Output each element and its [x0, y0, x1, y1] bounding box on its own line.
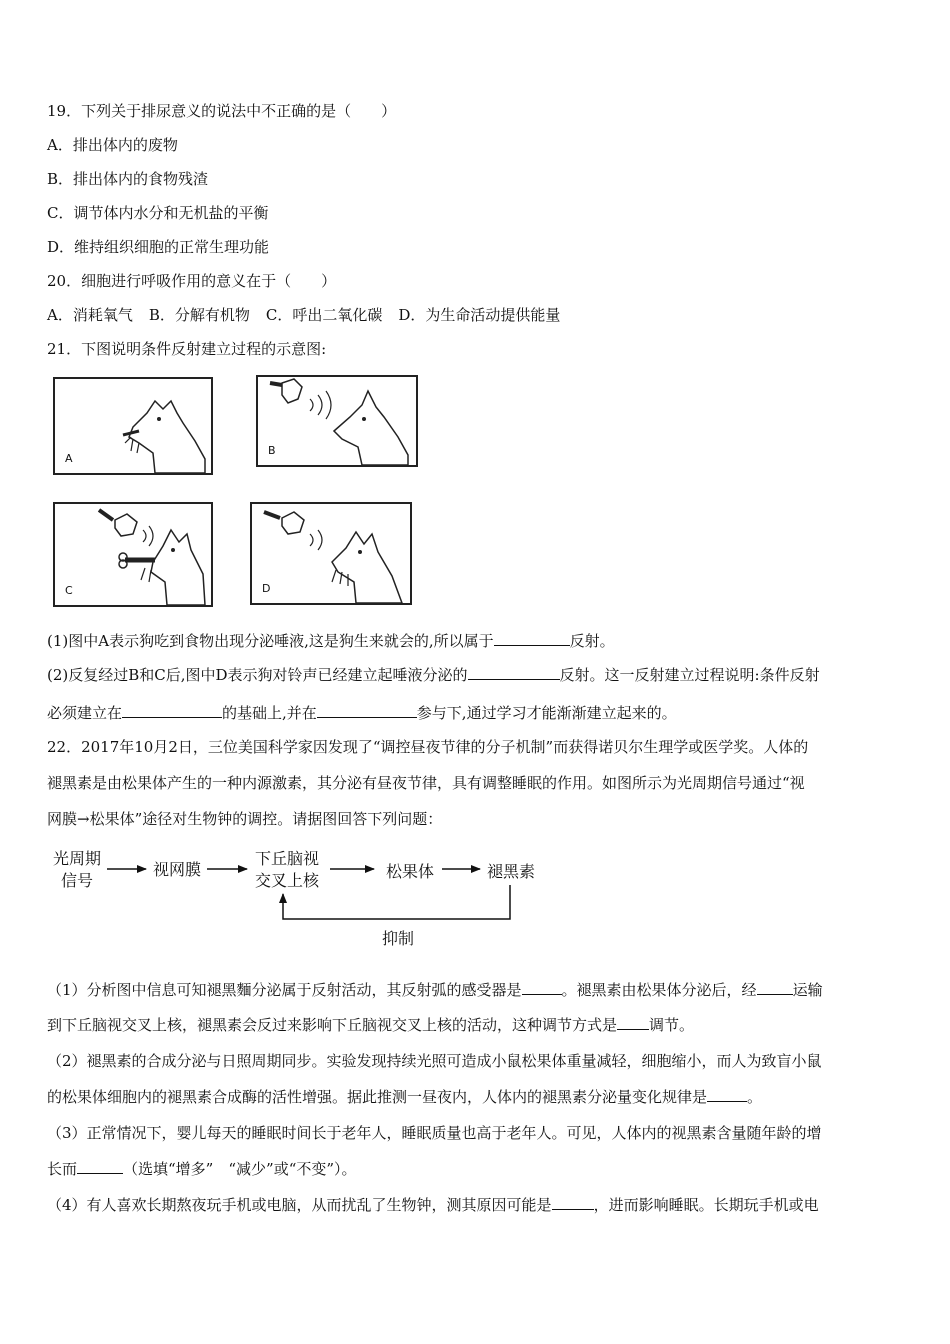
q20-option-b: B．分解有机物	[148, 306, 250, 324]
q19-option-d: D．维持组织细胞的正常生理功能	[47, 238, 270, 256]
dog-panel-d	[250, 502, 412, 605]
q21-part1-end: 反射。	[569, 632, 615, 650]
q20-options	[47, 305, 576, 325]
panel-d-label: D	[262, 582, 271, 595]
node-pineal: 松果体	[385, 862, 434, 881]
q21-part2-e: 参与下,通过学习才能渐渐建立起来的。	[416, 704, 677, 722]
q22-s1-line1	[47, 980, 823, 1000]
q22-s3-b: 长而	[47, 1160, 78, 1178]
q22-s4-b: ，进而影响睡眠。长期玩手机或电	[593, 1196, 819, 1214]
q21-part1-text: (1)图中A表示狗吃到食物出现分泌唾液,这是狗生来就会的,所以属于	[47, 632, 494, 650]
panel-b-label: B	[268, 444, 276, 457]
q21-blank-4[interactable]	[317, 703, 417, 718]
node-light-signal-line2: 信号	[60, 871, 93, 890]
dog-eating-illustration	[55, 379, 211, 473]
dog-panel-b	[256, 375, 418, 467]
q19-option-b: B．排出体内的食物残渣	[47, 170, 209, 188]
q20-stem: 20．细胞进行呼吸作用的意义在于（ ）	[47, 272, 337, 290]
q22-s1-text: （1）分析图中信息可知褪黑麵分泌属于反射活动，其反射弧的感受器是	[47, 981, 522, 999]
node-melatonin: 褪黑素	[486, 862, 535, 881]
q20-option-a: A．消耗氧气	[47, 306, 133, 324]
q21-part1	[47, 631, 615, 651]
q21-blank-2[interactable]	[468, 665, 560, 680]
q22-s1-mid: 。褪黑素由松果体分泌后，经	[561, 981, 757, 999]
dog-panel-c	[53, 502, 213, 607]
q22-blank-1[interactable]	[522, 980, 562, 995]
dog-bell-illustration	[258, 377, 416, 465]
q22-intro-line1: 22．2017年10月2日，三位美国科学家因发现了“调控昼夜节律的分子机制”而获得诺贝尔生理学或医学奖。人体的	[47, 738, 809, 756]
q21-blank-1[interactable]	[494, 631, 570, 646]
q22-s2-b: 的松果体细胞内的褪黑素合成酶的活性增强。据此推测一昼夜内，人体内的褪黑素分泌量变化规律是	[47, 1088, 708, 1106]
q21-blank-3[interactable]	[122, 703, 222, 718]
q22-s1-d: 到下丘脑视交叉上核，褪黑素会反过来影响下丘脑视交叉上核的活动，这种调节方式是	[47, 1016, 618, 1034]
q19-stem: 19．下列关于排尿意义的说法中不正确的是（ ）	[47, 102, 397, 120]
q22-intro-line3: 网膜→松果体”途径对生物钟的调控。请据图回答下列问题：	[47, 810, 443, 828]
panel-a-label: A	[65, 452, 73, 465]
q22-blank-3[interactable]	[617, 1015, 649, 1030]
q22-blank-4[interactable]	[707, 1087, 747, 1102]
dog-bell-food-illustration	[55, 504, 211, 605]
q21-part2	[47, 665, 820, 685]
node-scn-line2: 交叉上核	[254, 871, 319, 890]
q22-blank-6[interactable]	[552, 1195, 594, 1210]
q22-s2-line2	[47, 1087, 762, 1107]
q22-intro-line2: 褪黑素是由松果体产生的一种内源激素，其分泌有昼夜节律，具有调整睡眠的作用。如图所示为光周期信号通过“视	[47, 774, 805, 792]
q22-blank-5[interactable]	[77, 1159, 123, 1174]
q22-s2-line1: （2）褪黑素的合成分泌与日照周期同步。实验发现持续光照可造成小鼠松果体重量减轻，细胞缩小，而人为致盲小鼠	[47, 1052, 822, 1070]
q22-s3-line1: （3）正常情况下，婴儿每天的睡眠时间长于老年人，睡眠质量也高于老年人。可见，人体内的视黑素含量随年龄的增	[47, 1124, 822, 1142]
node-light-signal	[48, 848, 106, 892]
node-scn-line1: 下丘脑视	[254, 849, 319, 868]
q22-blank-2[interactable]	[757, 980, 793, 995]
q22-s1-end: 运输	[792, 981, 823, 999]
feedback-label: 抑制	[381, 929, 414, 948]
q22-s1-e: 调节。	[649, 1016, 695, 1034]
q22-s4-a: （4）有人喜欢长期熬夜玩手机或电脑，从而扰乱了生物钟，测其原因可能是	[47, 1196, 552, 1214]
q21-stem: 21．下图说明条件反射建立过程的示意图:	[47, 340, 327, 358]
dog-bell-salivating-illustration	[252, 504, 410, 603]
q20-option-c: C．呼出二氧化碳	[265, 306, 383, 324]
q22-s2-c: 。	[747, 1088, 763, 1106]
panel-c-label: C	[65, 584, 73, 597]
q22-s3-c: （选填“增多” “减少”或“不变”）。	[123, 1160, 357, 1178]
dog-panel-a	[53, 377, 213, 475]
node-scn	[249, 848, 325, 892]
q21-part2-c: 必须建立在	[47, 704, 123, 722]
q22-s1-line2	[47, 1015, 694, 1035]
q20-option-d: D．为生命活动提供能量	[398, 306, 561, 324]
q21-part2-cont: 反射。这一反射建立过程说明:条件反射	[559, 666, 820, 684]
q21-part2-line2	[47, 703, 677, 723]
q21-part2-d: 的基础上,并在	[222, 704, 317, 722]
q22-s4-line1	[47, 1195, 819, 1215]
q22-s3-line2	[47, 1159, 357, 1179]
q19-option-c: C．调节体内水分和无机盐的平衡	[47, 204, 269, 222]
arrow-feedback-inhibition	[283, 885, 510, 919]
node-light-signal-line1: 光周期	[52, 849, 101, 868]
q19-option-a: A．排出体内的废物	[47, 136, 178, 154]
q21-part2-text: (2)反复经过B和C后,图中D表示狗对铃声已经建立起唾液分泌的	[47, 666, 468, 684]
node-retina: 视网膜	[152, 860, 201, 879]
